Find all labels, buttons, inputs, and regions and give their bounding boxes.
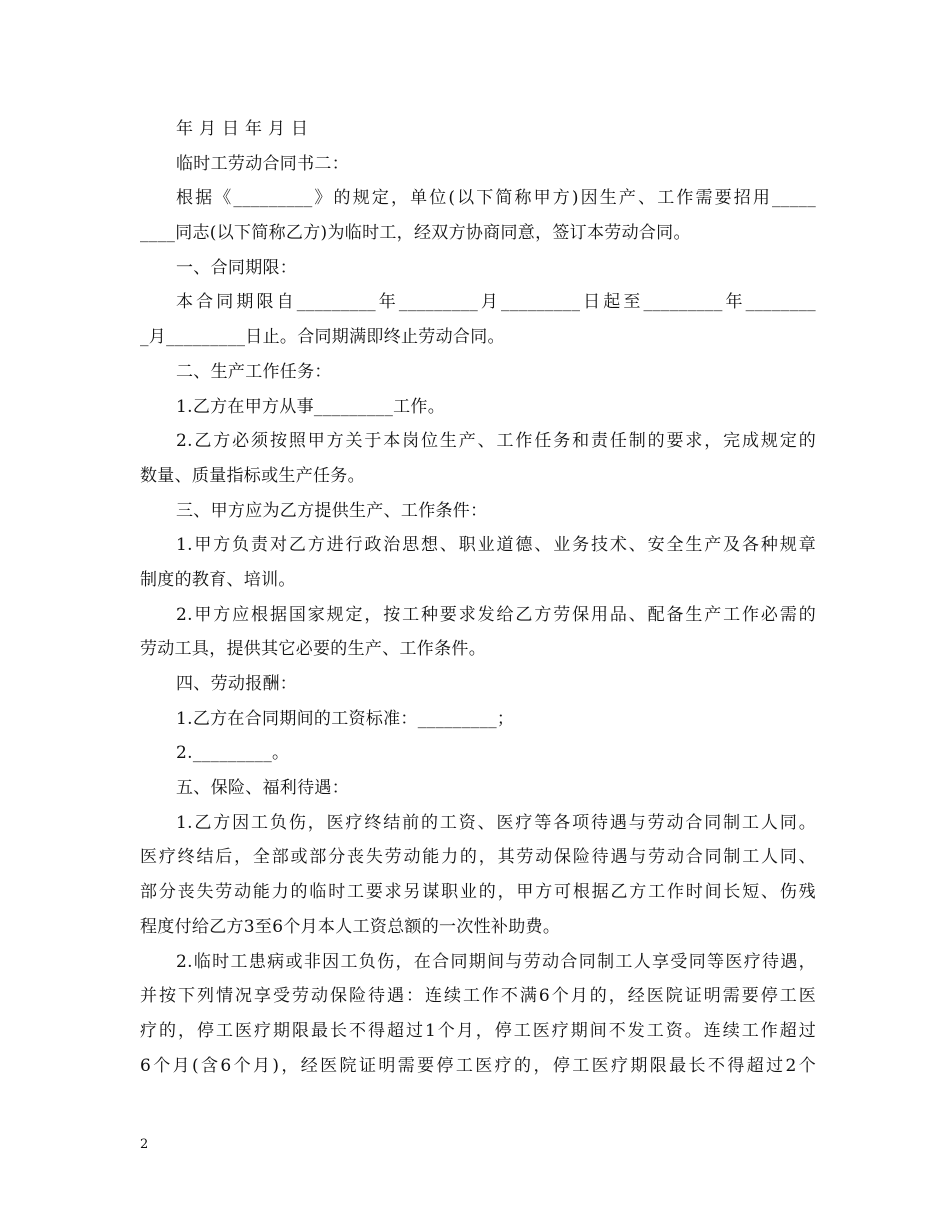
text-line: 二、生产工作任务：	[176, 361, 332, 382]
text-line: 一、合同期限：	[176, 257, 298, 278]
text-line: 四、劳动报酬：	[176, 674, 298, 694]
text-line: 并按下列情况享受劳动保险待遇：连续工作不满6个月的，经医院证明需要停工医	[140, 986, 816, 1007]
text-line: 1.乙方在甲方从事_________工作。	[176, 396, 446, 417]
contract-body	[140, 112, 816, 1083]
text-line: 6个月(含6个月)，经医院证明需要停工医疗的，停工医疗期限最长不得超过2个	[140, 1055, 816, 1076]
text-line: 程度付给乙方3至6个月本人工资总额的一次性补助费。	[140, 916, 561, 937]
text-line: 1.乙方在合同期间的工资标准：_________；	[176, 708, 515, 729]
text-line: 根据《_________》的规定，单位(以下简称甲方)因生产、工作需要招用_____	[176, 188, 816, 209]
text-line: 1.甲方负责对乙方进行政治思想、职业道德、业务技术、安全生产及各种规章	[176, 535, 816, 556]
text-line: 2.乙方必须按照甲方关于本岗位生产、工作任务和责任制的要求，完成规定的	[176, 431, 816, 452]
text-line: 临时工劳动合同书二：	[176, 153, 349, 174]
text-line: 本合同期限自_________年_________月_________日起至_________年________	[176, 292, 816, 313]
text-line: 部分丧失劳动能力的临时工要求另谋职业的，甲方可根据乙方工作时间长短、伤残	[140, 882, 816, 903]
text-line: 医疗终结后，全部或部分丧失劳动能力的，其劳动保险待遇与劳动合同制工人同、	[140, 847, 816, 868]
page-number: 2	[140, 1137, 149, 1152]
text-line: 五、保险、福利待遇：	[176, 778, 349, 799]
text-line: _月_________日止。合同期满即终止劳动合同。	[140, 327, 505, 348]
text-line: 年 月 日 年 月 日	[176, 119, 309, 139]
text-line: 疗的，停工医疗期限最长不得超过1个月，停工医疗期间不发工资。连续工作超过	[140, 1020, 816, 1041]
text-line: 2.甲方应根据国家规定，按工种要求发给乙方劳保用品、配备生产工作必需的	[176, 604, 816, 625]
text-line: 劳动工具，提供其它必要的生产、工作条件。	[140, 639, 486, 660]
text-line: 制度的教育、培训。	[140, 569, 296, 590]
text-line: 数量、质量指标或生产任务。	[140, 465, 365, 486]
text-line: ____同志(以下简称乙方)为临时工，经双方协商同意，签订本劳动合同。	[140, 223, 691, 244]
text-line: 三、甲方应为乙方提供生产、工作条件：	[176, 500, 488, 521]
text-line: 2._________。	[176, 743, 290, 764]
text-line: 2.临时工患病或非因工负伤，在合同期间与劳动合同制工人享受同等医疗待遇，	[176, 951, 816, 972]
text-line: 1.乙方因工负伤，医疗终结前的工资、医疗等各项待遇与劳动合同制工人同。	[176, 812, 816, 833]
